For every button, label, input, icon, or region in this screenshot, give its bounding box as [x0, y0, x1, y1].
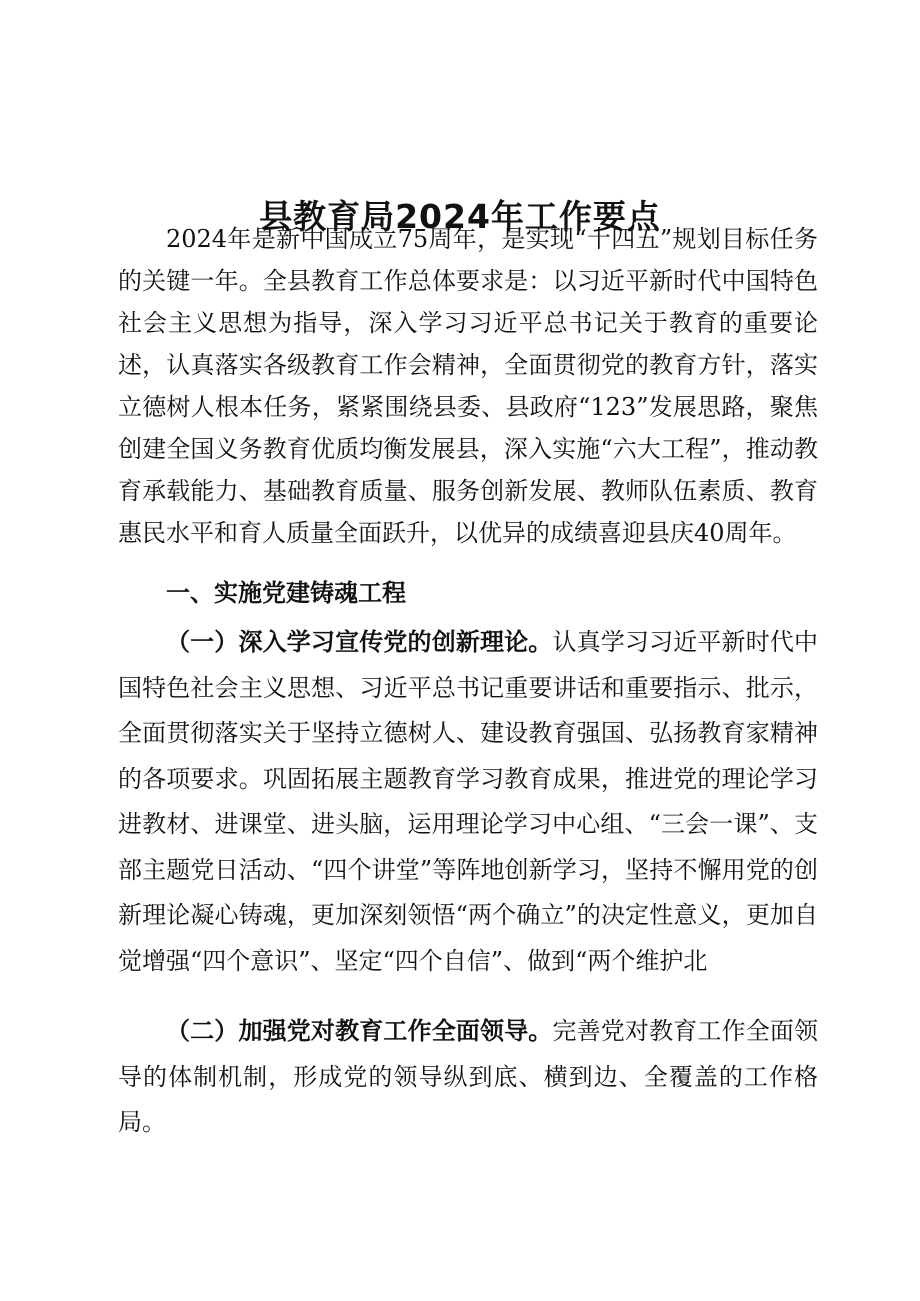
document-title: 县教育局2024年工作要点	[259, 197, 661, 237]
item-lead: （二）加强党对教育工作全面领导。	[166, 1017, 553, 1045]
section-item-paragraph	[118, 1009, 818, 1146]
intro-paragraph: 2024年是新中国成立75周年，是实现“十四五”规划目标任务的关键一年。全县教育工作总体要求是：以习近平新时代中国特色社会主义思想为指导，深入学习习近平总书记关于教育的重要论述，认真落实各级教育工作会精神，全面贯彻党的教育方针，落实立德树人根本任务，紧紧围绕县委、县政府“123”发展思路，聚焦创建全国义务教育优质均衡发展县，深入实施“六大工程”，推动教育承载能力、基础教育质量、服务创新发展、教师队伍素质、教育惠民水平和育人质量全面跃升，以优异的成绩喜迎县庆40周年。	[118, 225, 818, 547]
item-lead: （一）深入学习宣传党的创新理论。	[166, 628, 553, 656]
section-item-paragraph	[118, 620, 818, 984]
section-heading: 一、实施党建铸魂工程	[166, 579, 406, 607]
item-body: 认真学习习近平新时代中国特色社会主义思想、习近平总书记重要讲话和重要指示、批示，全面贯彻落实关于坚持立德树人、建设教育强国、弘扬教育家精神的各项要求。巩固拓展主题教育学习教育成果，推进党的理论学习进教材、进课堂、进头脑，运用理论学习中心组、“三会一课”、支部主题党日活动、“四个讲堂”等阵地创新学习，坚持不懈用党的创新理论凝心铸魂，更加深刻领悟“两个确立”的决定性意义，更加自觉增强“四个意识”、坚定“四个自信”、做到“两个维护北	[118, 628, 819, 975]
item-body: 完善党对教育工作全面领导的体制机制，形成党的领导纵到底、横到边、全覆盖的工作格局。	[118, 1017, 819, 1136]
